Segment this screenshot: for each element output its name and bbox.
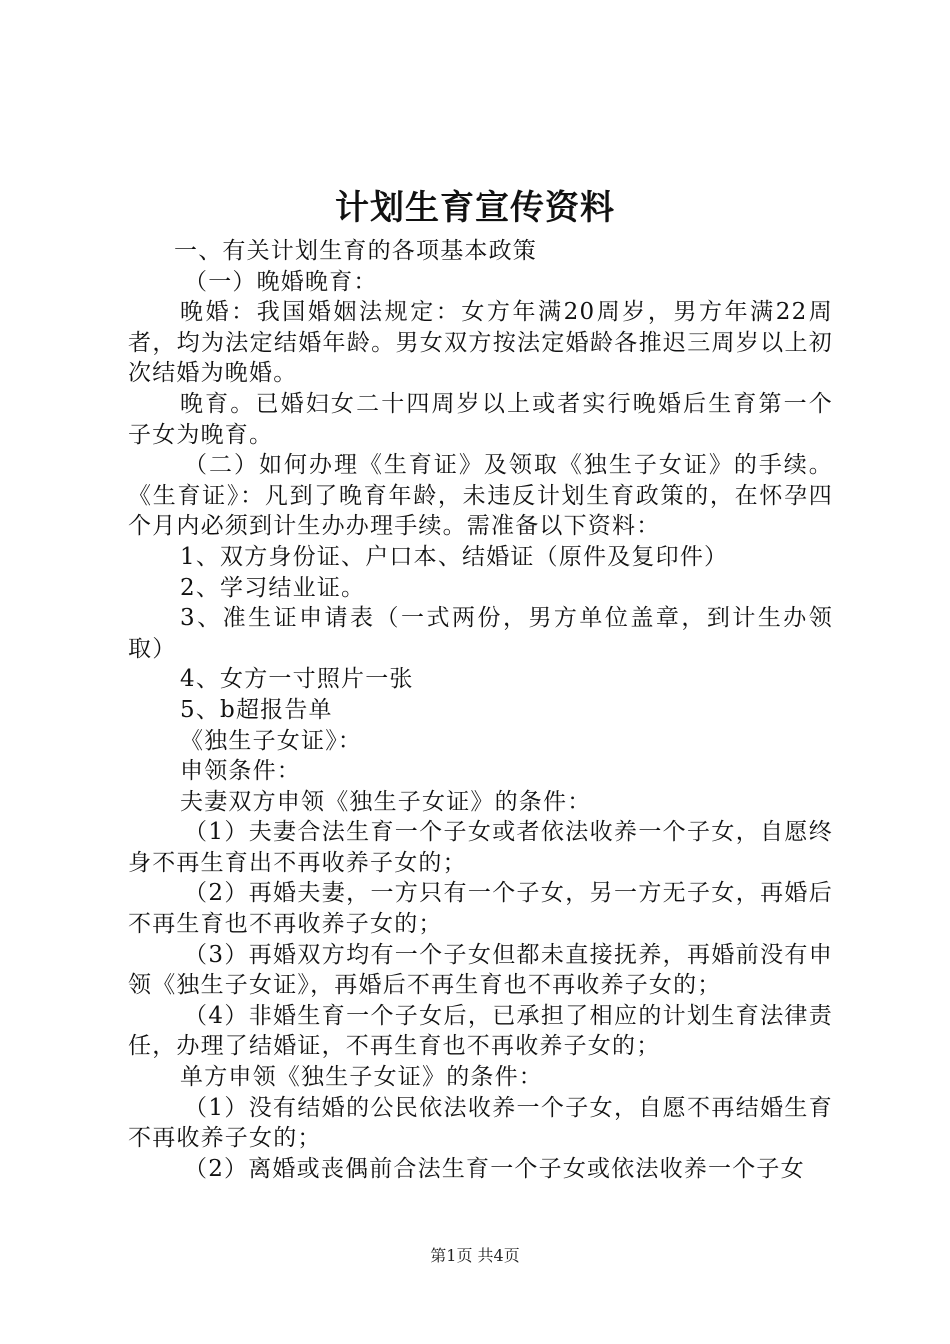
subsection-heading: （一）晚婚晚育： — [184, 268, 378, 295]
list-item: （2）再婚夫妻，一方只有一个子女，另一方无子女，再婚后不再生育也不再收养子女的； — [128, 880, 833, 938]
list-item: （2）离婚或丧偶前合法生育一个子女或依法收养一个子女 — [184, 1155, 805, 1182]
list-item: （1）没有结婚的公民依法收养一个子女，自愿不再结婚生育不再收养子女的； — [128, 1094, 833, 1152]
list-item: 5、b超报告单 — [180, 696, 333, 723]
list-item: （3）再婚双方均有一个子女但都未直接抚养，再婚前没有申领《独生子女证》，再婚后不再生育也不再收养子女的； — [128, 941, 833, 999]
subsection-heading: （二）如何办理《生育证》及领取《独生子女证》的手续。《生育证》：凡到了晚育年龄，未违反计划生育政策的，在怀孕四个月内必须到计生办办理手续。需准备以下资料： — [128, 452, 833, 540]
paragraph: 晚育。已婚妇女二十四周岁以上或者实行晚婚后生育第一个子女为晚育。 — [128, 390, 833, 448]
paragraph: 晚婚：我国婚姻法规定：女方年满20周岁，男方年满22周者，均为法定结婚年龄。男女双方按法定婚龄各推迟三周岁以上初次结婚为晚婚。 — [128, 299, 833, 387]
list-item: 2、学习结业证。 — [180, 574, 366, 601]
list-item: 3、准生证申请表（一式两份，男方单位盖章，到计生办领取） — [128, 605, 833, 662]
document-title: 计划生育宣传资料 — [335, 188, 615, 228]
list-item: 4、女方一寸照片一张 — [180, 666, 414, 693]
section-heading: 一、有关计划生育的各项基本政策 — [174, 238, 537, 264]
list-item: （4）非婚生育一个子女后，已承担了相应的计划生育法律责任，办理了结婚证，不再生育也不再收养子女的； — [128, 1002, 833, 1060]
paragraph: 《独生子女证》： — [180, 727, 363, 754]
list-item: （1）夫妻合法生育一个子女或者依法收养一个子女，自愿终身不再生育出不再收养子女的； — [128, 819, 833, 876]
document-body — [128, 236, 833, 1184]
paragraph: 单方申领《独生子女证》的条件： — [180, 1064, 543, 1091]
list-item: 1、双方身份证、户口本、结婚证（原件及复印件） — [180, 543, 729, 570]
paragraph: 夫妻双方申领《独生子女证》的条件： — [180, 788, 592, 815]
paragraph: 申领条件： — [180, 758, 301, 785]
page-number: 第1页 共4页 — [430, 1246, 520, 1265]
